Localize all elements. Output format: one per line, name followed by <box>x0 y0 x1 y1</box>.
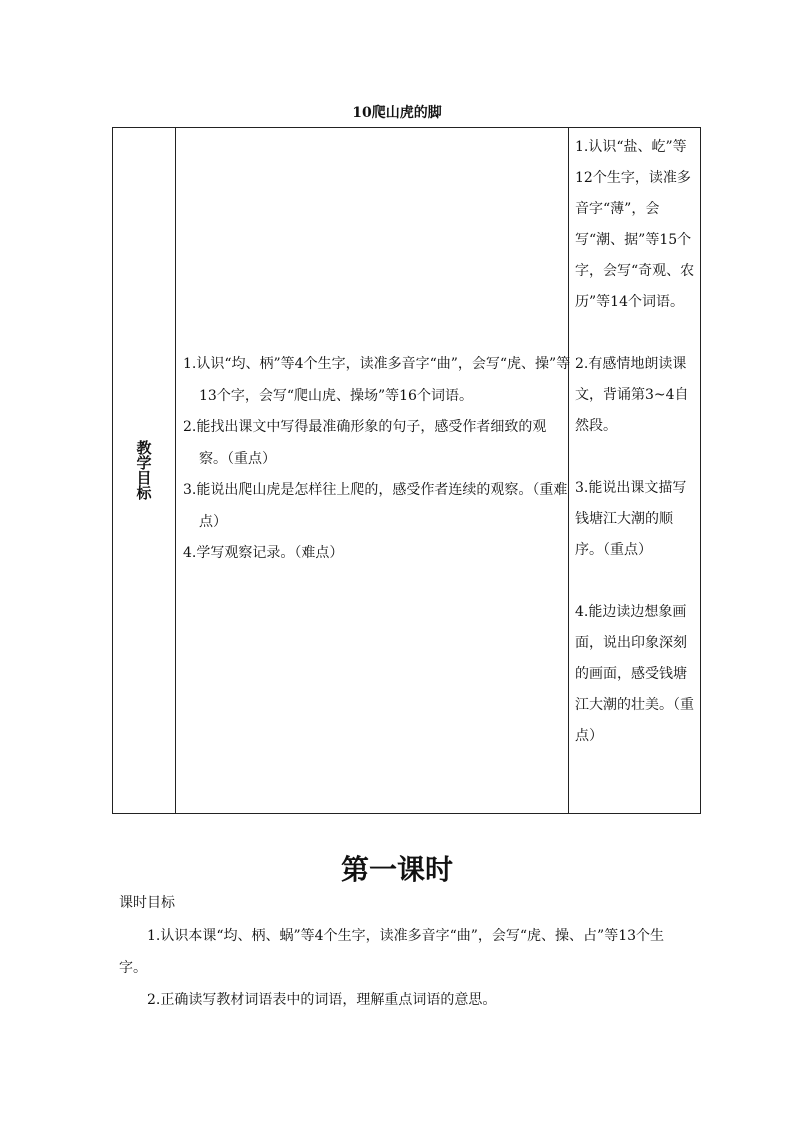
objective-item: 1.认识“盐、屹”等12个生字，读准多音字“薄”，会写“潮、据”等15个字，会写“奇观、农历”等14个词语。 <box>575 139 695 310</box>
objectives-middle <box>183 349 573 570</box>
lesson-paragraph: 1.认识本课“均、柄、蜗”等4个生字，读准多音字“曲”，会写“虎、操、占”等13个生字。 <box>119 928 665 976</box>
row-label <box>136 438 152 502</box>
objective-item: 2.能找出课文中写得最准确形象的句子，感受作者细致的观察。（重点） <box>183 419 547 467</box>
objective-item: 3.能说出课文描写钱塘江大潮的顺序。（重点） <box>575 480 687 558</box>
row-label-cell <box>113 128 175 813</box>
objective-item: 1.认识“均、柄”等4个生字，读准多音字“曲”，会写“虎、操”等13个字，会写“爬山虎、操场”等16个词语。 <box>183 356 571 404</box>
row-label-char: 教 <box>136 438 152 457</box>
objectives-right <box>575 132 699 752</box>
page-title: 10爬山虎的脚 <box>352 105 442 121</box>
objectives-table <box>112 127 701 814</box>
objective-item: 3.能说出爬山虎是怎样往上爬的，感受作者连续的观察。（重难点） <box>183 482 568 530</box>
objective-item: 2.有感情地朗读课文，背诵第3~4自然段。 <box>575 356 689 434</box>
section-label: 课时目标 <box>119 895 175 911</box>
row-label-char: 目 <box>136 468 152 487</box>
lesson-heading: 第一课时 <box>340 853 453 886</box>
objective-item: 4.学写观察记录。（难点） <box>183 545 344 561</box>
row-label-char: 标 <box>136 483 152 502</box>
row-label-char: 学 <box>136 453 152 472</box>
lesson-paragraph: 2.正确读写教材词语表中的词语，理解重点词语的意思。 <box>147 992 497 1008</box>
objective-item: 4.能边读边想象画面，说出印象深刻的画面，感受钱塘江大潮的壮美。（重点） <box>575 604 694 744</box>
table-divider <box>175 128 176 813</box>
